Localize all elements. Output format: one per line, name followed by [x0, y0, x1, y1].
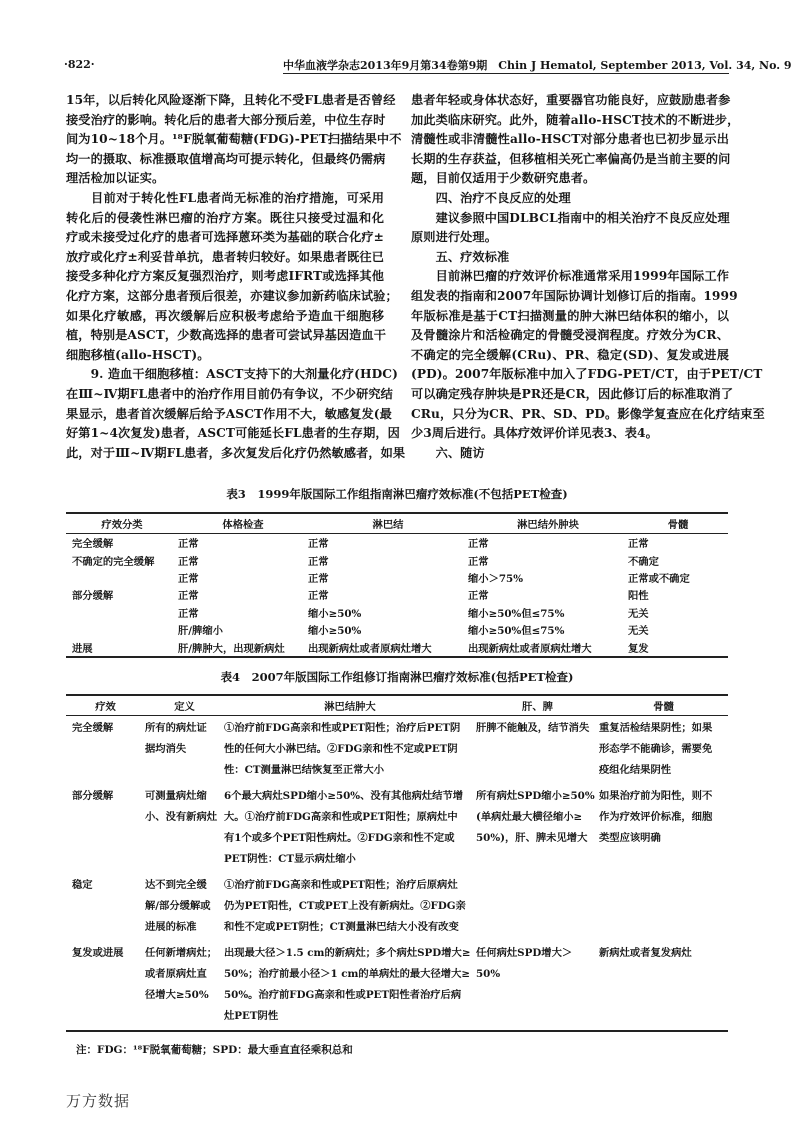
- table-cell: 进展: [72, 642, 93, 655]
- table-cell: 可测量病灶缩 小、没有新病灶: [145, 790, 218, 823]
- table-row: [66, 941, 728, 1031]
- table-row: [66, 586, 728, 603]
- table-cell: 肝/脾缩小: [178, 625, 223, 638]
- text-line: 如果化疗敏感，再次缓解后应积极考虑给予造血干细胞移: [66, 308, 384, 323]
- table-row: [66, 534, 728, 552]
- table-cell: 如果治疗前为阳性，则不 作为疗效评价标准，细胞 类型应该明确: [599, 790, 713, 844]
- table-cell: 出现新病灶或者原病灶增大: [308, 642, 432, 655]
- table-cell: 所有的病灶证 据均消失: [145, 722, 207, 755]
- table-cell: 任何新增病灶； 或者原病灶直 径增大≥50%: [145, 947, 218, 1001]
- table-cell: 稳定: [72, 879, 93, 891]
- text-line: (PD)。2007年版标准中加入了FDG-PET/CT，由于PET/CT: [411, 367, 763, 382]
- table-cell: 缩小＞75%: [468, 572, 524, 585]
- table-cell: ①治疗前FDG高亲和性或PET阳性；治疗后PET阴 性的任何大小淋巴结。②FDG亲和性不定或PET阴 性：CT测量淋巴结恢复至正常大小: [224, 722, 461, 776]
- table-cell: 正常: [178, 538, 199, 551]
- table-row: [66, 873, 728, 941]
- table-cell: 正常: [468, 555, 489, 568]
- table-cell: 正常: [308, 572, 329, 585]
- table-cell: 阳性: [628, 590, 649, 603]
- text-line: 植，特别是ASCT，少数高选择的患者可尝试异基因造血干: [66, 328, 387, 343]
- text-line: 题，目前仅适用于少数研究患者。: [411, 171, 596, 186]
- table-cell: [599, 873, 728, 941]
- text-line: 少3周后进行。具体疗效评价详见表3、表4。: [411, 426, 658, 441]
- text-line: 均一的摄取、标准摄取值增高均可提示转化，但最终仍需病: [66, 151, 386, 166]
- text-line: 放疗或化疗±利妥昔单抗，患者转归较好。如果患者既往已: [66, 249, 384, 264]
- text-line: 及骨髓涂片和活检确定的骨髓受浸润程度。疗效分为CR、: [411, 328, 729, 343]
- watermark: 万方数据: [66, 1092, 131, 1110]
- table-cell: 缩小≥50%: [308, 625, 362, 638]
- table-cell: 正常: [178, 572, 199, 585]
- table-cell: 重复活检结果阴性；如果 形态学不能确诊，需要免 疫组化结果阴性: [599, 722, 713, 776]
- text-line: 六、随访: [411, 445, 485, 460]
- table-cell: 所有病灶SPD缩小≥50% (单病灶最大横径缩小≥ 50%)，肝、脾未见增大: [476, 790, 595, 844]
- text-line: 15年，以后转化风险逐渐下降，且转化不受FL患者是否曾经: [66, 93, 396, 107]
- table-row: [66, 621, 728, 638]
- column-header: 淋巴结: [308, 513, 468, 534]
- text-line: 细胞移植(allo-HSCT)。: [66, 347, 210, 362]
- table-cell: 不确定的完全缓解: [72, 555, 155, 568]
- column-header: 疗效: [66, 695, 145, 716]
- column-header: 淋巴结肿大: [224, 695, 476, 716]
- column-header: 体格检查: [178, 513, 308, 534]
- table-cell: 部分缓解: [72, 590, 114, 603]
- table-cell: 复发: [628, 642, 649, 655]
- column-header: 疗效分类: [66, 513, 178, 534]
- table-cell: [66, 569, 178, 586]
- table-cell: 不确定: [628, 555, 659, 568]
- table-cell: 正常: [308, 555, 329, 568]
- right-column: [411, 91, 765, 463]
- table-cell: 正常: [178, 590, 199, 603]
- page-number: ·822·: [64, 58, 95, 71]
- table-row: [66, 638, 728, 656]
- table-cell: 缩小≥50%但≤75%: [468, 607, 565, 620]
- text-line: 加此类临床研究。此外，随着allo-HSCT技术的不断进步，: [411, 112, 740, 127]
- table-row: [66, 604, 728, 621]
- column-header: 淋巴结外肿块: [468, 513, 628, 534]
- table-row: [66, 784, 728, 873]
- text-line: 疗或未接受过化疗的患者可选择蒽环类为基础的联合化疗±: [66, 230, 384, 245]
- running-head: 中华血液学杂志2013年9月第34卷第9期 Chin J Hematol, September 2013, Vol. 34, No. 9: [283, 59, 792, 72]
- column-header: 肝、脾: [476, 695, 599, 716]
- table-cell: ①治疗前FDG高亲和性或PET阳性；治疗后原病灶 仍为PET阳性，CT或PET上没有新病灶。②FDG亲 和性不定或PET阴性；CT测量淋巴结大小没有改变: [224, 879, 466, 933]
- text-line: CRu，只分为CR、PR、SD、PD。影像学复查应在化疗结束至: [411, 406, 765, 421]
- text-line: 五、疗效标准: [411, 249, 510, 264]
- table-cell: 完全缓解: [72, 538, 114, 551]
- table-cell: 达不到完全缓 解/部分缓解或 进展的标准: [145, 879, 211, 933]
- table-cell: [476, 873, 599, 941]
- text-line: 不确定的完全缓解(CRu)、PR、稳定(SD)、复发或进展: [411, 347, 729, 362]
- text-line: 转化后的侵袭性淋巴瘤的治疗方案。既往只接受过温和化: [66, 210, 384, 225]
- table-cell: 肝脾不能触及，结节消失: [476, 722, 590, 734]
- table-cell: 任何病灶SPD增大＞ 50%: [476, 947, 573, 980]
- table-cell: 出现最大径＞1.5 cm的新病灶；多个病灶SPD增大≥ 50%；治疗前最小径＞1 cm的单病灶的最大径增大≥ 50%。治疗前FDG高亲和性或PET阳性者治疗后病 灶PET阴性: [224, 947, 471, 1022]
- table-cell: 无关: [628, 607, 649, 620]
- text-line: 果显示，患者首次缓解后给予ASCT作用不大，敏感复发(最: [66, 406, 392, 421]
- table-cell: 正常或不确定: [628, 572, 690, 585]
- text-line: 在Ⅲ~Ⅳ期FL患者中的治疗作用目前仍有争议，不少研究结: [66, 386, 393, 401]
- table-cell: 复发或进展: [72, 947, 124, 959]
- left-column: [66, 91, 406, 463]
- table3-header-row: [66, 513, 728, 534]
- table-cell: [66, 604, 178, 621]
- table-cell: 完全缓解: [72, 722, 114, 734]
- table3-caption: 表3 1999年版国际工作组指南淋巴瘤疗效标准(不包括PET检查): [226, 487, 568, 501]
- text-line: 清髓性或非清髓性allo-HSCT对部分患者也已初步显示出: [411, 132, 729, 147]
- text-line: 建议参照中国DLBCL指南中的相关治疗不良反应处理: [411, 210, 730, 225]
- table-row: [66, 716, 728, 785]
- table-cell: 正常: [308, 590, 329, 603]
- table-cell: 部分缓解: [72, 790, 114, 802]
- table-cell: 出现新病灶或者原病灶增大: [468, 642, 592, 655]
- text-line: 接受治疗的影响。转化后的患者大部分预后差，中位生存时: [66, 112, 386, 127]
- table-cell: [66, 621, 178, 638]
- text-line: 四、治疗不良反应的处理: [411, 190, 571, 205]
- table-cell: 6个最大病灶SPD缩小≥50%、没有其他病灶结节增 大。①治疗前FDG高亲和性或PET阳性；原病灶中 有1个或多个PET阳性病灶。②FDG亲和性不定或 PET阴性：CT显示病灶缩小: [224, 790, 464, 865]
- text-line: 原则进行处理。: [411, 230, 498, 245]
- table-cell: 正常: [628, 538, 649, 551]
- table-note: 注：FDG：¹⁸F脱氧葡萄糖；SPD：最大垂直直径乘积总和: [76, 1044, 353, 1056]
- text-line: 可以确定残存肿块是PR还是CR，因此修订后的标准取消了: [411, 386, 734, 401]
- text-line: 化疗方案，这部分患者预后很差，亦建议参加新药临床试验；: [66, 288, 398, 303]
- table-cell: 正常: [178, 607, 199, 620]
- text-line: 此，对于Ⅲ~Ⅳ期FL患者，多次复发后化疗仍然敏感者，如果: [66, 445, 406, 460]
- text-line: 目前淋巴瘤的疗效评价标准通常采用1999年国际工作: [411, 269, 729, 284]
- table-cell: 正常: [308, 538, 329, 551]
- column-header: 骨髓: [599, 695, 728, 716]
- table-cell: 正常: [468, 590, 489, 603]
- table-row: [66, 569, 728, 586]
- text-line: 间为10~18个月。¹⁸F脱氧葡萄糖(FDG)-PET扫描结果中不: [66, 132, 402, 147]
- table-cell: 无关: [628, 625, 649, 638]
- table-cell: 肝/脾肿大，出现新病灶: [178, 642, 285, 655]
- table4: [66, 694, 728, 1032]
- text-line: 9. 造血干细胞移植：ASCT支持下的大剂量化疗(HDC): [66, 367, 398, 382]
- table-cell: 缩小≥50%: [308, 607, 362, 620]
- text-line: 目前对于转化性FL患者尚无标准的治疗措施，可采用: [66, 190, 384, 205]
- table-cell: 新病灶或者复发病灶: [599, 947, 692, 959]
- text-line: 长期的生存获益，但移植相关死亡率偏高仍是当前主要的问: [411, 151, 731, 166]
- table-row: [66, 551, 728, 568]
- table4-caption: 表4 2007年版国际工作组修订指南淋巴瘤疗效标准(包括PET检查): [220, 670, 574, 684]
- table3: [66, 512, 728, 658]
- text-line: 好第1~4次复发)患者，ASCT可能延长FL患者的生存期，因: [66, 426, 400, 441]
- table4-header-row: [66, 695, 728, 716]
- column-header: 骨髓: [628, 513, 728, 534]
- text-line: 患者年轻或身体状态好，重要器官功能良好，应鼓励患者参: [411, 93, 731, 107]
- text-line: 年版标准是基于CT扫描测量的肿大淋巴结体积的缩小，以: [411, 308, 729, 323]
- text-line: 组发表的指南和2007年国际协调计划修订后的指南。1999: [411, 288, 738, 303]
- text-line: 理活检加以证实。: [66, 171, 165, 186]
- table-cell: 正常: [468, 538, 489, 551]
- table-cell: 缩小≥50%但≤75%: [468, 625, 565, 638]
- column-header: 定义: [145, 695, 224, 716]
- table-cell: 正常: [178, 555, 199, 568]
- text-line: 接受多种化疗方案反复强烈治疗，则考虑IFRT或选择其他: [66, 269, 384, 284]
